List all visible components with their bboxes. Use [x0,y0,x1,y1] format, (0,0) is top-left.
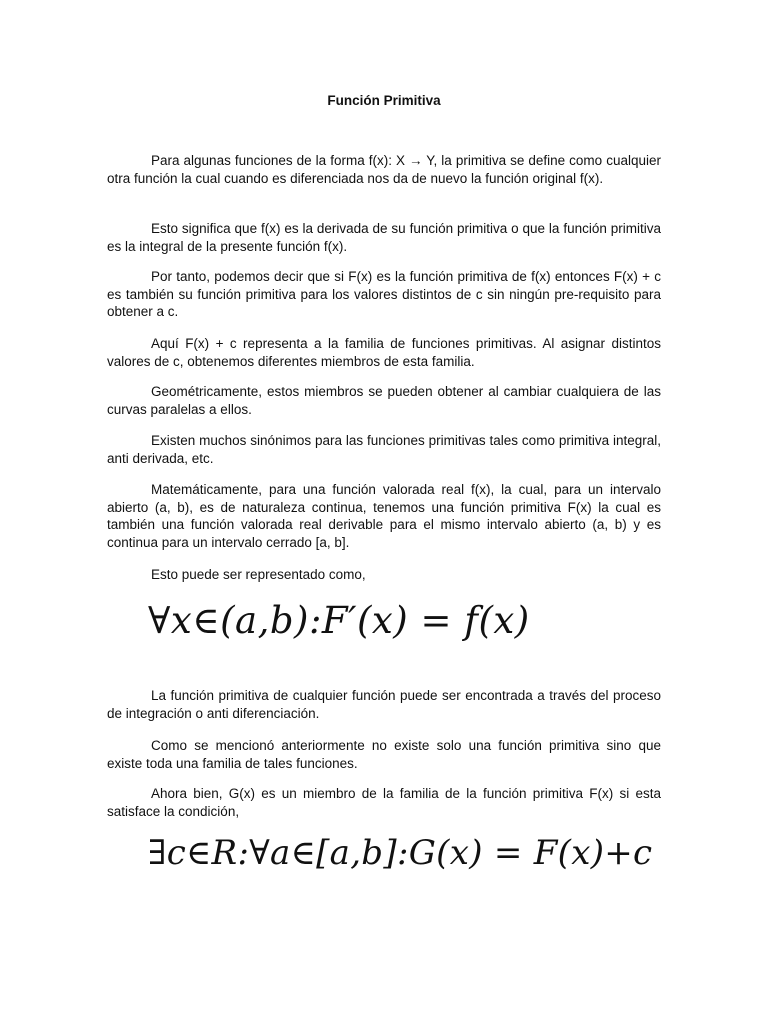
paragraph-3: Por tanto, podemos decir que si F(x) es la función primitiva de f(x) entonces F(x) + c es también su función primitiva para los valores distintos de c sin ningún pre-requisito para obtener a c. [107,269,661,320]
formula-family-condition: ∃c∈R:∀a∈[a,b]:G(x) = F(x)+c [148,833,653,873]
document-title: Función Primitiva [327,93,441,108]
paragraph-1: Para algunas funciones de la forma f(x): X → Y, la primitiva se define como cualquier otra función la cual cuando es diferenciada nos da de nuevo la función original f(x). [107,153,661,186]
paragraph-7: Matemáticamente, para una función valorada real f(x), la cual, para un intervalo abierto (a, b), es de naturaleza continua, tenemos una función primitiva F(x) la cual es también una función valorada real derivable para el mismo intervalo abierto (a, b) y es continua para un intervalo cerrado [a, b]. [107,482,661,551]
formula-primitive-definition: ∀x∈(a,b):F′(x) = f(x) [148,599,530,642]
paragraph-4: Aquí F(x) + c representa a la familia de funciones primitivas. Al asignar distintos valores de c, obtenemos diferentes miembros de esta familia. [107,336,661,369]
paragraph-6: Existen muchos sinónimos para las funciones primitivas tales como primitiva integral, anti derivada, etc. [107,433,661,466]
paragraph-11: Ahora bien, G(x) es un miembro de la familia de la función primitiva F(x) si esta satisface la condición, [107,786,661,819]
paragraph-10: Como se mencionó anteriormente no existe solo una función primitiva sino que existe toda una familia de tales funciones. [107,738,661,771]
paragraph-9: La función primitiva de cualquier función puede ser encontrada a través del proceso de integración o anti diferenciación. [107,688,661,721]
paragraph-2: Esto significa que f(x) es la derivada de su función primitiva o que la función primitiva es la integral de la presente función f(x). [107,221,661,254]
paragraph-5: Geométricamente, estos miembros se pueden obtener al cambiar cualquiera de las curvas paralelas a ellos. [107,384,661,417]
paragraph-8: Esto puede ser representado como, [151,567,366,582]
